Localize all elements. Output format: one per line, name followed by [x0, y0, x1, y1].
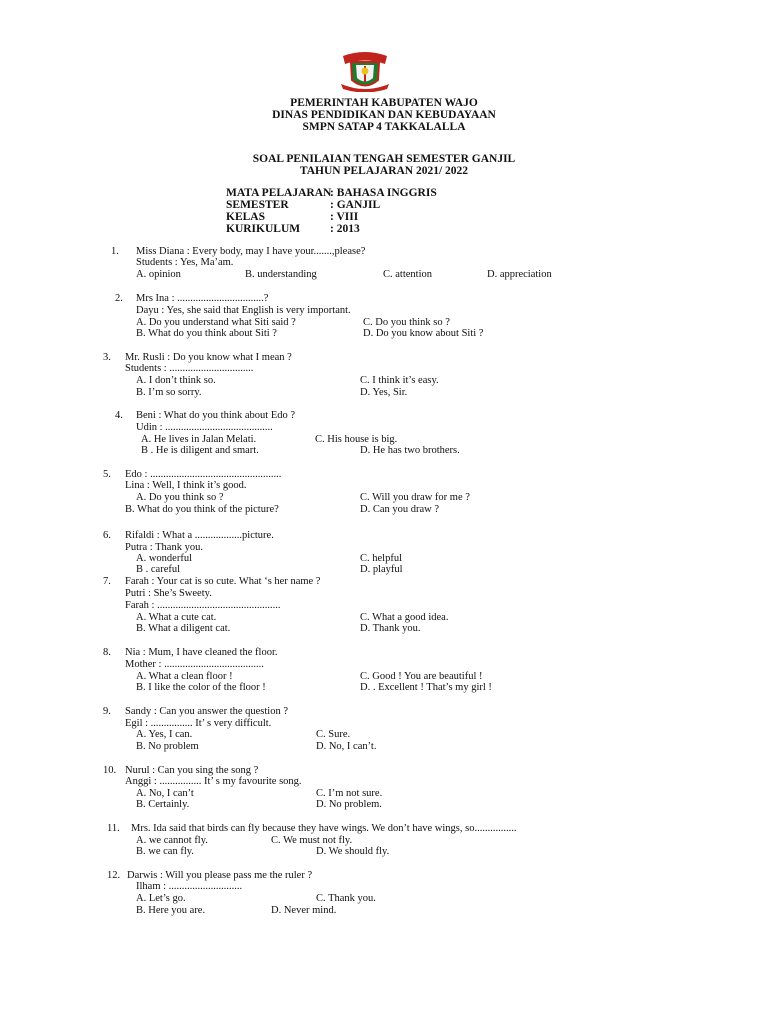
question-line: Egil : ................ It’ s very difficult. — [125, 718, 272, 729]
answer-option: D. playful — [360, 564, 403, 575]
answer-option: C. His house is big. — [315, 434, 398, 445]
answer-option: A. Yes, I can. — [136, 729, 193, 740]
meta-label-class: KELAS — [226, 211, 265, 223]
question-line: Mother : ...................................... — [125, 659, 264, 670]
question-number: 4. — [115, 410, 123, 421]
school-year: TAHUN PELAJARAN 2021/ 2022 — [299, 165, 469, 177]
question-number: 3. — [103, 352, 111, 363]
answer-option: A. we cannot fly. — [136, 835, 208, 846]
question-number: 10. — [103, 765, 117, 776]
answer-option: C. Will you draw for me ? — [360, 492, 470, 503]
question-line: Putra : Thank you. — [125, 542, 203, 553]
answer-option: B. I’m so sorry. — [136, 387, 202, 398]
answer-option: A. No, I can’t — [136, 788, 194, 799]
meta-value-curriculum: : 2013 — [330, 223, 360, 235]
school-heading: SMPN SATAP 4 TAKKALALLA — [302, 121, 466, 133]
answer-option: C. attention — [383, 269, 432, 280]
question-line: Putri : She’s Sweety. — [125, 588, 212, 599]
answer-option: A. What a clean floor ! — [136, 671, 233, 682]
question-line: Miss Diana : Every body, may I have your.......,please? — [136, 246, 366, 257]
exam-title: SOAL PENILAIAN TENGAH SEMESTER GANJIL — [252, 153, 516, 165]
answer-option: A. Let’s go. — [136, 893, 186, 904]
answer-option: A. Do you understand what Siti said ? — [136, 317, 296, 328]
answer-option: D. Never mind. — [271, 905, 337, 916]
answer-option: A. wonderful — [136, 553, 192, 564]
answer-option: B. What do you think about Siti ? — [136, 328, 277, 339]
school-emblem-logo — [340, 50, 390, 92]
answer-option: B . careful — [136, 564, 181, 575]
answer-option: D. Thank you. — [360, 623, 421, 634]
question-line: Ilham : ............................ — [136, 881, 243, 892]
answer-option: D. No, I can’t. — [316, 741, 377, 752]
question-line: Mrs Ina : .................................? — [136, 293, 269, 304]
answer-option: A. opinion — [136, 269, 181, 280]
question-line: Edo : .................................................. — [125, 469, 282, 480]
question-number: 7. — [103, 576, 111, 587]
answer-option: D. He has two brothers. — [360, 445, 460, 456]
question-line: Anggi : ................ It’ s my favourite song. — [125, 776, 302, 787]
question-number: 2. — [115, 293, 123, 304]
answer-option: A. Do you think so ? — [136, 492, 224, 503]
question-number: 1. — [111, 246, 119, 257]
answer-option: C. helpful — [360, 553, 402, 564]
answer-option: D. Do you know about Siti ? — [363, 328, 484, 339]
question-number: 6. — [103, 530, 111, 541]
question-line: Dayu : Yes, she said that English is very important. — [136, 305, 351, 316]
question-line: Udin : ......................................... — [136, 422, 273, 433]
question-line: Farah : ............................................... — [125, 600, 281, 611]
meta-value-semester: : GANJIL — [330, 199, 381, 211]
answer-option: A. What a cute cat. — [136, 612, 217, 623]
question-line: Darwis : Will you please pass me the ruler ? — [127, 870, 313, 881]
answer-option: D. No problem. — [316, 799, 382, 810]
answer-option: C. I’m not sure. — [316, 788, 383, 799]
question-line: Beni : What do you think about Edo ? — [136, 410, 296, 421]
answer-option: C. Do you think so ? — [363, 317, 450, 328]
answer-option: D. We should fly. — [316, 846, 390, 857]
question-line: Students : ................................ — [125, 363, 254, 374]
answer-option: C. I think it’s easy. — [360, 375, 439, 386]
answer-option: C. Sure. — [316, 729, 351, 740]
answer-option: B. I like the color of the floor ! — [136, 682, 266, 693]
answer-option: C. We must not fly. — [271, 835, 353, 846]
answer-option: B. understanding — [245, 269, 317, 280]
answer-option: A. He lives in Jalan Melati. — [141, 434, 257, 445]
answer-option: D. Can you draw ? — [360, 504, 440, 515]
answer-option: D. . Excellent ! That’s my girl ! — [360, 682, 492, 693]
question-line: Mrs. Ida said that birds can fly because they have wings. We don’t have wings, so................ — [131, 823, 517, 834]
meta-label-subject: MATA PELAJARAN — [226, 187, 332, 199]
answer-option: C. What a good idea. — [360, 612, 449, 623]
meta-value-subject: : BAHASA INGGRIS — [330, 187, 437, 199]
answer-option: B. Certainly. — [136, 799, 190, 810]
answer-option: B. Here you are. — [136, 905, 206, 916]
question-line: Nurul : Can you sing the song ? — [125, 765, 259, 776]
answer-option: B. What do you think of the picture? — [125, 504, 279, 515]
question-line: Nia : Mum, I have cleaned the floor. — [125, 647, 278, 658]
question-number: 5. — [103, 469, 111, 480]
question-number: 11. — [107, 823, 120, 834]
answer-option: A. I don’t think so. — [136, 375, 216, 386]
question-number: 8. — [103, 647, 111, 658]
answer-option: B. No problem — [136, 741, 199, 752]
question-number: 12. — [107, 870, 121, 881]
answer-option: C. Good ! You are beautiful ! — [360, 671, 483, 682]
question-line: Lina : Well, I think it’s good. — [125, 480, 247, 491]
answer-option: C. Thank you. — [316, 893, 376, 904]
question-number: 9. — [103, 706, 111, 717]
government-heading: PEMERINTAH KABUPATEN WAJO — [290, 97, 478, 109]
answer-option: D. appreciation — [487, 269, 552, 280]
meta-label-curriculum: KURIKULUM — [226, 223, 301, 235]
department-heading: DINAS PENDIDIKAN DAN KEBUDAYAAN — [272, 109, 496, 121]
question-line: Sandy : Can you answer the question ? — [125, 706, 289, 717]
answer-option: B . He is diligent and smart. — [141, 445, 259, 456]
question-line: Mr. Rusli : Do you know what I mean ? — [125, 352, 292, 363]
question-line: Students : Yes, Ma’am. — [136, 257, 234, 268]
meta-value-class: : VIII — [330, 211, 359, 223]
meta-label-semester: SEMESTER — [226, 199, 289, 211]
answer-option: D. Yes, Sir. — [360, 387, 408, 398]
question-line: Farah : Your cat is so cute. What ‘s her name ? — [125, 576, 321, 587]
answer-option: B. we can fly. — [136, 846, 194, 857]
answer-option: B. What a diligent cat. — [136, 623, 231, 634]
question-line: Rifaldi : What a ..................picture. — [125, 530, 274, 541]
